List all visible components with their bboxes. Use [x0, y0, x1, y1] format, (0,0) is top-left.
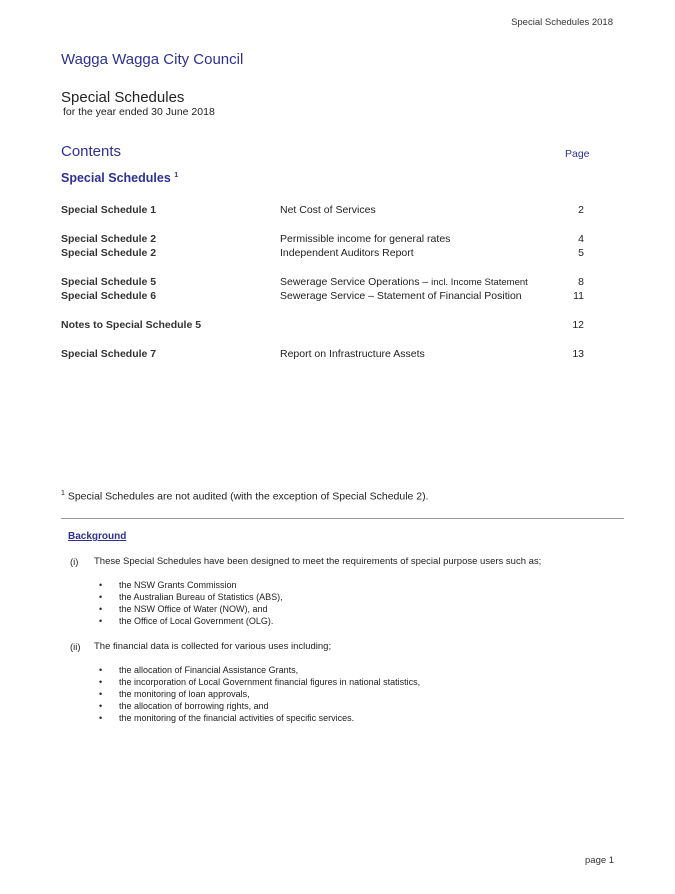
toc-page: 8 — [578, 276, 584, 288]
toc-description-small: incl. Income Statement — [431, 277, 528, 288]
toc-description-text: Report on Infrastructure Assets — [280, 348, 425, 360]
toc-row[interactable] — [0, 290, 675, 304]
page-column-label: Page — [565, 148, 590, 160]
toc-description — [280, 204, 376, 216]
footnote-mark: 1 — [61, 490, 65, 497]
paragraph-text: The financial data is collected for various uses including; — [94, 641, 332, 652]
footnote-text: Special Schedules are not audited (with the exception of Special Schedule 2). — [67, 490, 429, 503]
list-item-text: the Office of Local Government (OLG). — [119, 616, 274, 626]
paragraph-text: These Special Schedules have been designed to meet the requirements of special purpose users such as; — [94, 556, 542, 567]
toc-schedule: Special Schedule 2 — [61, 247, 157, 259]
document-subtitle: for the year ended 30 June 2018 — [63, 106, 215, 118]
toc-description — [280, 233, 450, 245]
list-item-text: the monitoring of the financial activities of specific services. — [119, 713, 355, 723]
toc-row[interactable] — [0, 233, 675, 247]
toc-description — [280, 290, 522, 302]
bullet-icon: • — [99, 616, 103, 626]
organisation-name: Wagga Wagga City Council — [61, 51, 244, 68]
list-item-text: the allocation of borrowing rights, and — [119, 701, 269, 711]
toc-page: 5 — [578, 247, 584, 259]
toc-description-text: Net Cost of Services — [280, 204, 376, 216]
toc-schedule: Special Schedule 6 — [61, 290, 157, 302]
bullet-icon: • — [99, 592, 103, 602]
toc-row[interactable] — [0, 319, 675, 333]
toc-schedule: Special Schedule 5 — [61, 276, 157, 288]
list-item-text: the incorporation of Local Government financial figures in national statistics, — [119, 677, 421, 687]
paragraph-number: (i) — [70, 557, 79, 568]
contents-heading: Contents — [61, 143, 122, 160]
toc-description-text: Sewerage Service – Statement of Financial Position — [280, 290, 522, 302]
running-header: Special Schedules 2018 — [511, 17, 613, 28]
bullet-icon: • — [99, 701, 103, 711]
paragraph-number: (ii) — [70, 642, 81, 653]
toc-page: 13 — [572, 348, 584, 360]
toc-page: 11 — [573, 290, 584, 302]
list-item-text: the NSW Office of Water (NOW), and — [119, 604, 268, 614]
toc-schedule: Special Schedule 2 — [61, 233, 157, 245]
bullet-icon: • — [99, 713, 103, 723]
toc-page: 12 — [572, 319, 584, 331]
document-title: Special Schedules — [61, 89, 185, 106]
toc-row[interactable] — [0, 204, 675, 218]
list-item-text: the Australian Bureau of Statistics (ABS), — [119, 592, 283, 602]
bullet-icon: • — [99, 604, 103, 614]
toc-description-text: Permissible income for general rates — [280, 233, 451, 245]
list-item-text: the allocation of Financial Assistance Grants, — [119, 665, 299, 675]
page-number: page 1 — [585, 855, 615, 866]
toc-schedule: Special Schedule 7 — [61, 348, 157, 360]
bullet-icon: • — [99, 665, 103, 675]
bullet-icon: • — [99, 677, 103, 687]
toc-description — [280, 276, 528, 288]
toc-description-text: Independent Auditors Report — [280, 247, 414, 259]
divider — [61, 518, 624, 519]
toc-row[interactable] — [0, 247, 675, 261]
toc-row[interactable] — [0, 348, 675, 362]
toc-page: 4 — [578, 233, 584, 245]
section-heading-text: Special Schedules — [61, 171, 171, 185]
toc-description — [280, 348, 425, 360]
toc-row[interactable] — [0, 276, 675, 290]
background-heading: Background — [68, 531, 127, 542]
toc-schedule: Notes to Special Schedule 5 — [61, 319, 202, 331]
section-footnote-mark: 1 — [174, 171, 179, 179]
section-heading — [61, 171, 178, 185]
toc-schedule: Special Schedule 1 — [61, 204, 157, 216]
toc-description — [280, 247, 414, 259]
bullet-icon: • — [99, 580, 103, 590]
footnote — [61, 490, 429, 503]
list-item-text: the monitoring of loan approvals, — [119, 689, 250, 699]
bullet-icon: • — [99, 689, 103, 699]
toc-page: 2 — [578, 204, 584, 216]
toc-description-text: Sewerage Service Operations – — [280, 276, 432, 288]
list-item-text: the NSW Grants Commission — [119, 580, 237, 590]
